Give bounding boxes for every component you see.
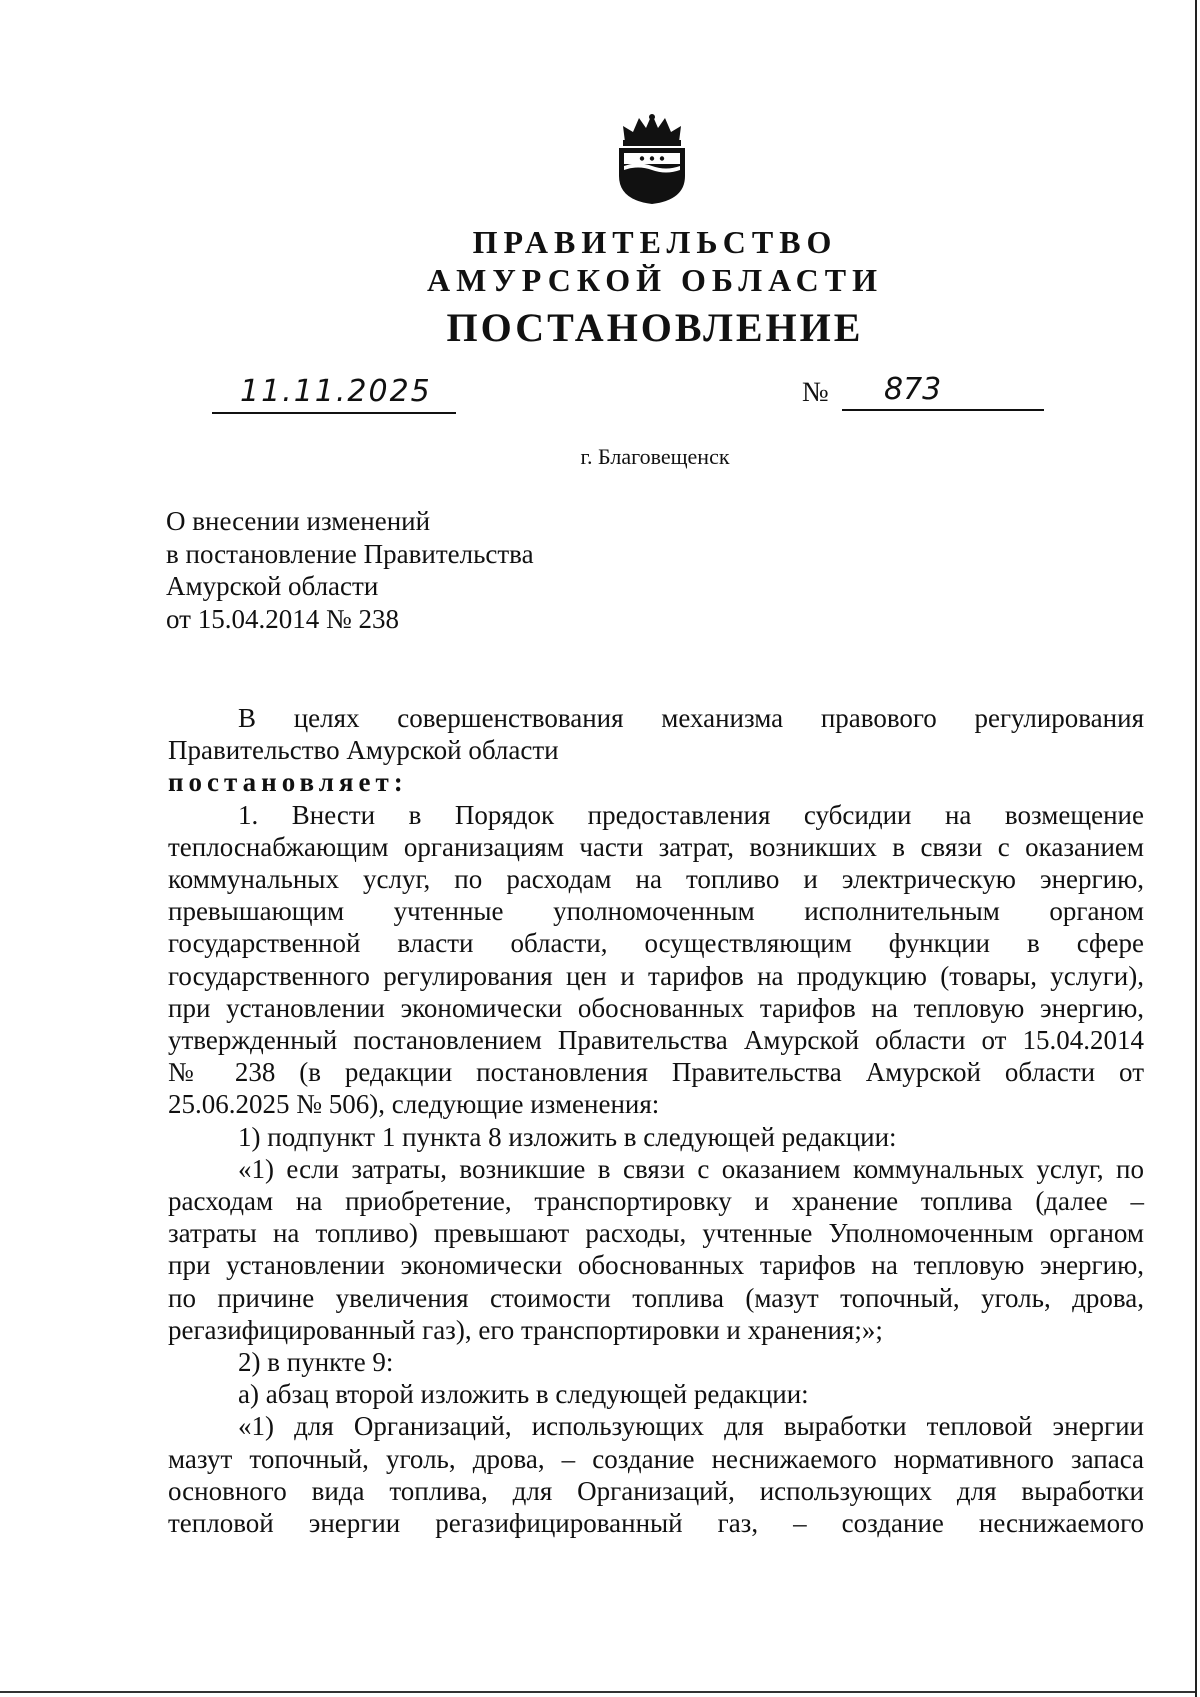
page-edge-bottom: [0, 1691, 1195, 1693]
body-line: 2) в пункте 9:: [238, 1347, 394, 1378]
body-line: 1. Внести в Порядок предоставления субсидии на возмещение: [238, 799, 1144, 830]
body-line: государственного регулирования цен и тарифов на продукцию (товары, услуги),: [168, 960, 1144, 991]
subject-line: Амурской области: [166, 571, 379, 601]
body-line: мазут топочный, уголь, дрова, – создание неснижаемого нормативного запаса: [168, 1443, 1144, 1474]
document-number-label: №: [802, 377, 829, 408]
coat-of-arms-icon: [611, 112, 693, 206]
resolves-heading: постановляет:: [168, 767, 408, 798]
organization-name-line2: АМУРСКОЙ ОБЛАСТИ: [427, 262, 883, 298]
body-line: 25.06.2025 № 506), следующие изменения:: [168, 1089, 660, 1120]
document-body: [168, 702, 1144, 1539]
body-line: по причине увеличения стоимости топлива (мазут топочный, уголь, дрова,: [168, 1282, 1144, 1313]
document-type-title: ПОСТАНОВЛЕНИЕ: [446, 305, 864, 350]
body-line: а) абзац второй изложить в следующей редакции:: [238, 1379, 809, 1410]
body-line: «1) для Организаций, использующих для выработки тепловой энергии: [238, 1411, 1144, 1442]
organization-name-line1: ПРАВИТЕЛЬСТВО: [472, 224, 838, 260]
subject-line: в постановление Правительства: [166, 538, 534, 569]
body-line: 1) подпункт 1 пункта 8 изложить в следующей редакции:: [238, 1121, 897, 1152]
document-number: 873: [884, 372, 942, 407]
body-line: регазифицированный газ), его транспортировки и хранения;»;: [168, 1314, 883, 1345]
body-line: тепловой энергии регазифицированный газ, – создание неснижаемого: [168, 1508, 1144, 1539]
body-line: затраты на топливо) превышают расходы, учтенные Уполномоченным органом: [168, 1218, 1144, 1249]
body-line: В целях совершенствования механизма правового регулирования: [238, 703, 1144, 733]
body-line: при установлении экономически обоснованных тарифов на тепловую энергию,: [168, 1250, 1144, 1281]
document-number-field: [842, 372, 1044, 411]
body-line: государственной власти области, осуществляющим функции в сфере: [168, 928, 1144, 959]
body-line: Правительство Амурской области: [168, 735, 559, 766]
body-line: расходам на приобретение, транспортировку и хранение топлива (далее –: [168, 1186, 1144, 1217]
body-line: превышающим учтенные уполномоченным исполнительным органом: [168, 896, 1144, 927]
subject-line: О внесении изменений: [166, 506, 431, 536]
body-line: утвержденный постановлением Правительства Амурской области от 15.04.2014: [168, 1025, 1144, 1056]
body-line: при установлении экономически обоснованных тарифов на тепловую энергию,: [168, 992, 1144, 1023]
document-city: г. Благовещенск: [580, 444, 730, 469]
subject-line: от 15.04.2014 № 238: [166, 603, 399, 634]
body-line: «1) если затраты, возникшие в связи с оказанием коммунальных услуг, по: [238, 1153, 1144, 1184]
body-line: № 238 (в редакции постановления Правительства Амурской области от: [168, 1057, 1144, 1088]
body-line: коммунальных услуг, по расходам на топливо и электрическую энергию,: [168, 864, 1144, 895]
document-date-field: [212, 372, 456, 414]
body-line: основного вида топлива, для Организаций, использующих для выработки: [168, 1475, 1144, 1506]
document-subject: [166, 505, 766, 635]
body-line: теплоснабжающим организациям части затрат, возникших в связи с оказанием: [168, 831, 1144, 862]
document-date: 11.11.2025: [240, 374, 432, 409]
